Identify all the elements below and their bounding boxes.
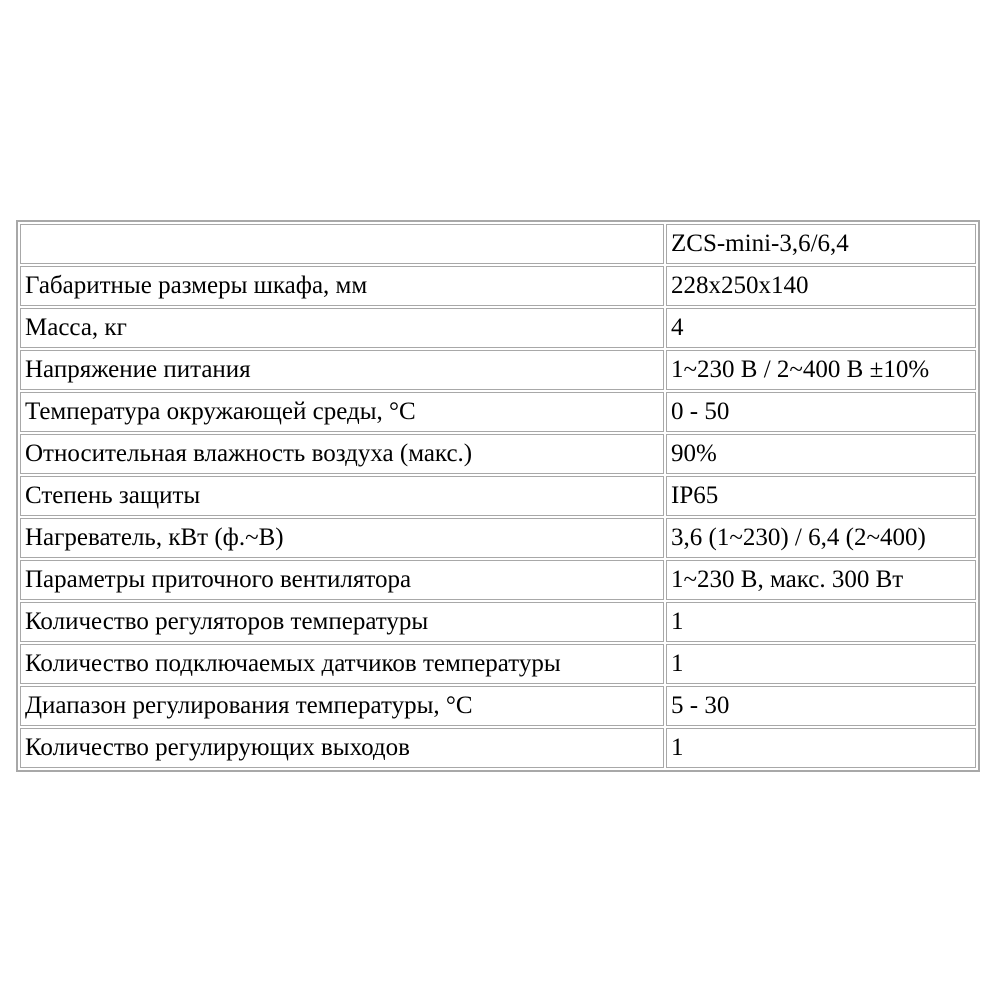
parameter-cell: Степень защиты [20,476,664,516]
value-cell: IP65 [666,476,976,516]
parameter-cell: Параметры приточного вентилятора [20,560,664,600]
value-cell: 0 - 50 [666,392,976,432]
parameter-cell: Количество регулирующих выходов [20,728,664,768]
parameter-cell: Количество подключаемых датчиков температуры [20,644,664,684]
table-row [20,434,976,474]
spec-table [16,220,980,772]
value-cell: 3,6 (1~230) / 6,4 (2~400) [666,518,976,558]
parameter-cell: Количество регуляторов температуры [20,602,664,642]
value-cell: 228x250x140 [666,266,976,306]
table-row [20,476,976,516]
value-cell: 90% [666,434,976,474]
table-row [20,560,976,600]
header-parameter-cell [20,224,664,264]
table-row [20,686,976,726]
parameter-cell: Напряжение питания [20,350,664,390]
value-cell: 1~230 В, макс. 300 Вт [666,560,976,600]
header-model-cell: ZCS-mini-3,6/6,4 [666,224,976,264]
value-cell: 1 [666,602,976,642]
parameter-cell: Диапазон регулирования температуры, °С [20,686,664,726]
table-row [20,602,976,642]
table-row [20,308,976,348]
parameter-cell: Нагреватель, кВт (ф.~В) [20,518,664,558]
value-cell: 1 [666,644,976,684]
value-cell: 4 [666,308,976,348]
value-cell: 1 [666,728,976,768]
parameter-cell: Масса, кг [20,308,664,348]
parameter-cell: Габаритные размеры шкафа, мм [20,266,664,306]
spec-table-container [16,220,980,772]
value-cell: 5 - 30 [666,686,976,726]
parameter-cell: Температура окружающей среды, °С [20,392,664,432]
table-row [20,518,976,558]
table-row [20,644,976,684]
table-row [20,266,976,306]
value-cell: 1~230 В / 2~400 В ±10% [666,350,976,390]
parameter-cell: Относительная влажность воздуха (макс.) [20,434,664,474]
table-header-row [20,224,976,264]
table-row [20,350,976,390]
table-row [20,392,976,432]
table-row [20,728,976,768]
